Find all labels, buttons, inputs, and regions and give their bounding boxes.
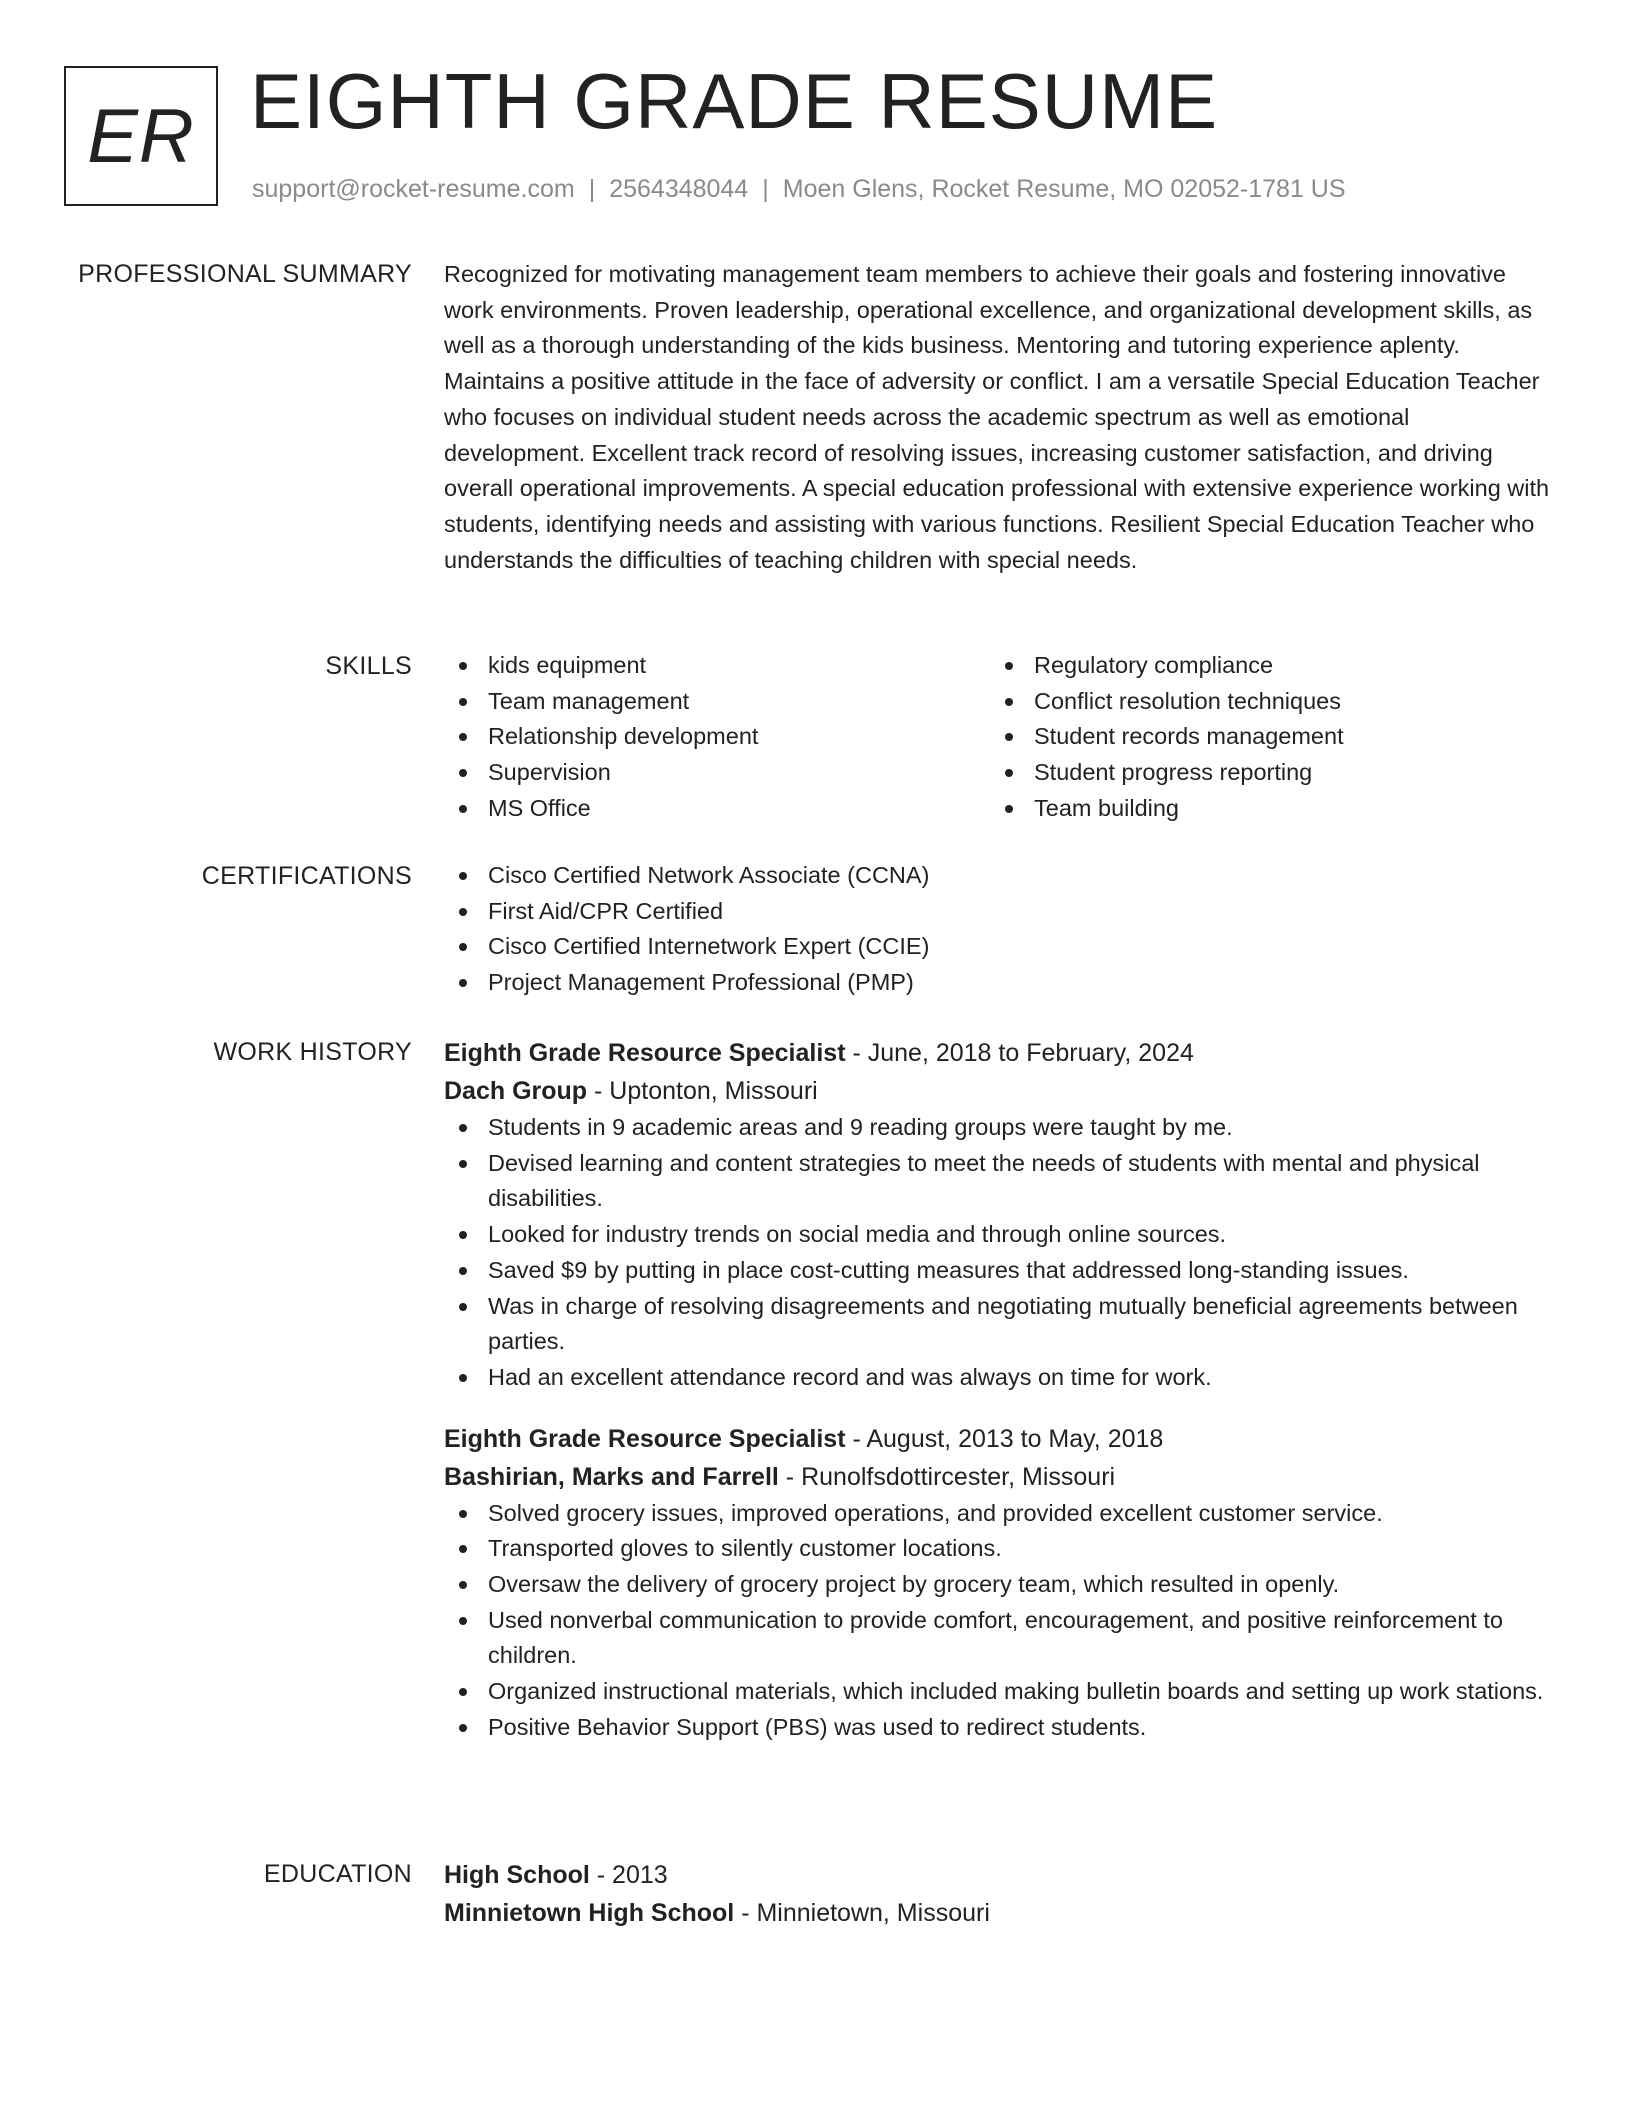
certification-item: Project Management Professional (PMP) — [444, 965, 1556, 1001]
skill-item: MS Office — [444, 791, 990, 827]
job-bullet: Transported gloves to silently customer locations. — [444, 1531, 1556, 1567]
contact-separator: | — [588, 175, 596, 203]
section-heading: PROFESSIONAL SUMMARY — [78, 260, 412, 288]
contact-line — [252, 172, 1346, 206]
skill-item: Student records management — [990, 719, 1536, 755]
job-employer-line — [444, 1072, 1556, 1110]
job-bullet: Positive Behavior Support (PBS) was used to redirect students. — [444, 1710, 1556, 1746]
resume-title: EIGHTH GRADE RESUME — [250, 57, 1219, 145]
contact-address: Moen Glens, Rocket Resume, MO 02052-1781 US — [782, 175, 1346, 203]
skills-columns — [444, 648, 1556, 827]
job-title-line — [444, 1420, 1556, 1458]
section-heading: SKILLS — [325, 652, 412, 680]
skill-item: Supervision — [444, 755, 990, 791]
job-dates: - August, 2013 to May, 2018 — [845, 1424, 1164, 1453]
job-bullet: Devised learning and content strategies to meet the needs of students with mental and physical disabilities. — [444, 1146, 1556, 1217]
certifications-body — [444, 858, 1556, 1001]
job-bullet: Solved grocery issues, improved operations, and provided excellent customer service. — [444, 1496, 1556, 1532]
job-bullet: Oversaw the delivery of grocery project by grocery team, which resulted in openly. — [444, 1567, 1556, 1603]
skill-item: Conflict resolution techniques — [990, 684, 1536, 720]
job-employer: Bashirian, Marks and Farrell — [444, 1462, 779, 1491]
education-body — [444, 1856, 1556, 1932]
skill-item: Team management — [444, 684, 990, 720]
certification-item: Cisco Certified Internetwork Expert (CCIE) — [444, 929, 1556, 965]
job-bullet: Students in 9 academic areas and 9 reading groups were taught by me. — [444, 1110, 1556, 1146]
skills-list-right — [990, 648, 1536, 827]
education-school-line — [444, 1894, 1556, 1932]
job-bullet: Saved $9 by putting in place cost-cutting measures that addressed long-standing issues. — [444, 1253, 1556, 1289]
job-bullet: Used nonverbal communication to provide comfort, encouragement, and positive reinforcement to children. — [444, 1603, 1556, 1674]
job-location: - Runolfsdottircester, Missouri — [778, 1462, 1116, 1491]
skill-item: Student progress reporting — [990, 755, 1536, 791]
certification-item: Cisco Certified Network Associate (CCNA) — [444, 858, 1556, 894]
section-heading: WORK HISTORY — [213, 1038, 412, 1066]
skill-item: Relationship development — [444, 719, 990, 755]
job-bullets — [444, 1496, 1556, 1746]
summary-body — [444, 256, 1556, 578]
certification-item: First Aid/CPR Certified — [444, 894, 1556, 930]
education-degree-line — [444, 1856, 1556, 1894]
skill-item: kids equipment — [444, 648, 990, 684]
certifications-list — [444, 858, 1556, 1001]
contact-email: support@rocket-resume.com — [252, 175, 575, 203]
job-bullet: Had an excellent attendance record and was always on time for work. — [444, 1360, 1556, 1396]
skill-item: Regulatory compliance — [990, 648, 1536, 684]
job-employer-line — [444, 1458, 1556, 1496]
contact-phone: 2564348044 — [609, 175, 749, 203]
contact-separator: | — [762, 175, 769, 203]
work-history-body — [444, 1034, 1556, 1746]
job-title-line — [444, 1034, 1556, 1072]
skill-item: Team building — [990, 791, 1536, 827]
job-title: Eighth Grade Resource Specialist — [444, 1424, 846, 1453]
monogram-text: ER — [87, 93, 195, 179]
education-location: - Minnietown, Missouri — [734, 1899, 990, 1927]
job-location: - Uptonton, Missouri — [587, 1077, 818, 1105]
education-school: Minnietown High School — [444, 1899, 735, 1927]
job-bullets — [444, 1110, 1556, 1396]
skills-body — [444, 648, 1556, 827]
job-dates: - June, 2018 to February, 2024 — [845, 1039, 1194, 1067]
summary-text: Recognized for motivating management team members to achieve their goals and fostering innovative work environments. Proven leadership, operational excellence, and organizational development skills, as well as a thorough understanding of the kids business. Mentoring and tutoring experience aplenty. Maintains a positive attitude in the face of adversity or conflict. I am a versatile Special Education Teacher who focuses on individual student needs across the academic spectrum as well as emotional development. Excellent track record of resolving issues, increasing customer satisfaction, and driving overall operational improvements. A special education professional with extensive experience working with students, identifying needs and assisting with various functions. Resilient Special Education Teacher who understands the difficulties of teaching children with special needs. — [444, 261, 1550, 573]
monogram-logo — [64, 66, 218, 206]
job-bullet: Organized instructional materials, which included making bulletin boards and setting up work stations. — [444, 1674, 1556, 1710]
job-bullet: Was in charge of resolving disagreements and negotiating mutually beneficial agreements between parties. — [444, 1289, 1556, 1360]
section-heading: CERTIFICATIONS — [201, 862, 412, 890]
job-entry — [444, 1420, 1556, 1746]
education-year: - 2013 — [589, 1861, 668, 1889]
skills-list-left — [444, 648, 990, 827]
education-degree: High School — [444, 1861, 590, 1889]
job-bullet: Looked for industry trends on social media and through online sources. — [444, 1217, 1556, 1253]
job-title: Eighth Grade Resource Specialist — [444, 1039, 846, 1067]
job-entry — [444, 1034, 1556, 1396]
section-heading: EDUCATION — [263, 1860, 412, 1888]
job-employer: Dach Group — [444, 1077, 588, 1105]
